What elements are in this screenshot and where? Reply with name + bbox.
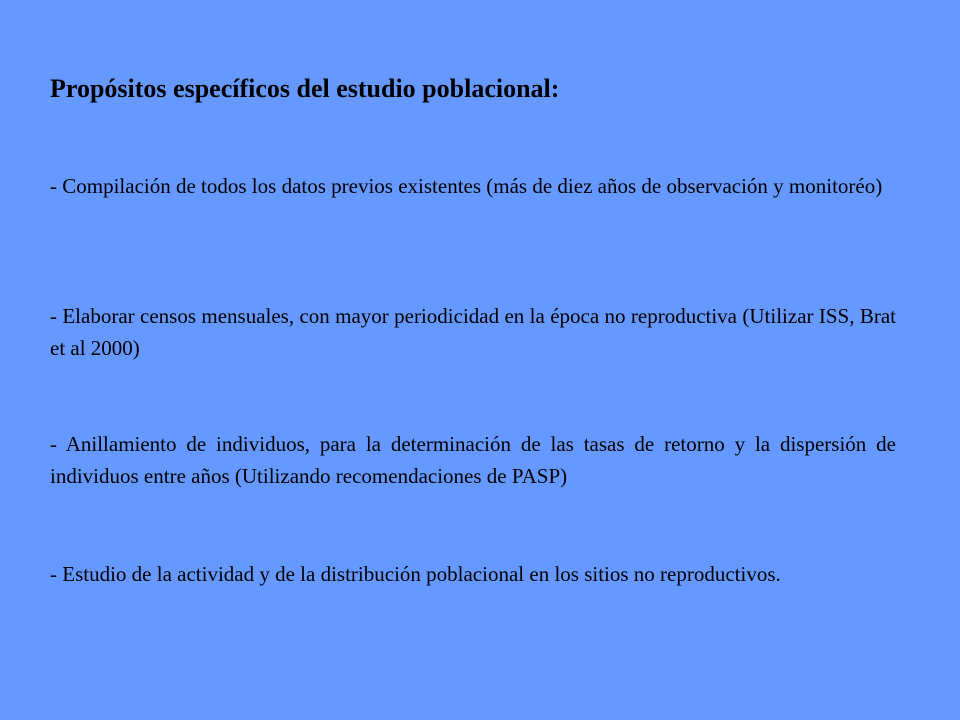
- slide-content: [50, 72, 896, 586]
- objective-item-compilation: - Compilación de todos los datos previos existentes (más de diez años de observación y monitoréo): [50, 174, 883, 198]
- slide-title: Propósitos específicos del estudio poblacional:: [50, 74, 560, 103]
- objective-item-censuses: - Elaborar censos mensuales, con mayor periodicidad en la época no reproductiva (Utilizar ISS, Brat et al 2000): [50, 304, 896, 360]
- objective-item-activity-study: - Estudio de la actividad y de la distribución poblacional en los sitios no reproductivos.: [50, 562, 781, 586]
- objective-item-banding: - Anillamiento de individuos, para la determinación de las tasas de retorno y la dispersión de individuos entre años (Utilizando recomendaciones de PASP): [50, 432, 896, 488]
